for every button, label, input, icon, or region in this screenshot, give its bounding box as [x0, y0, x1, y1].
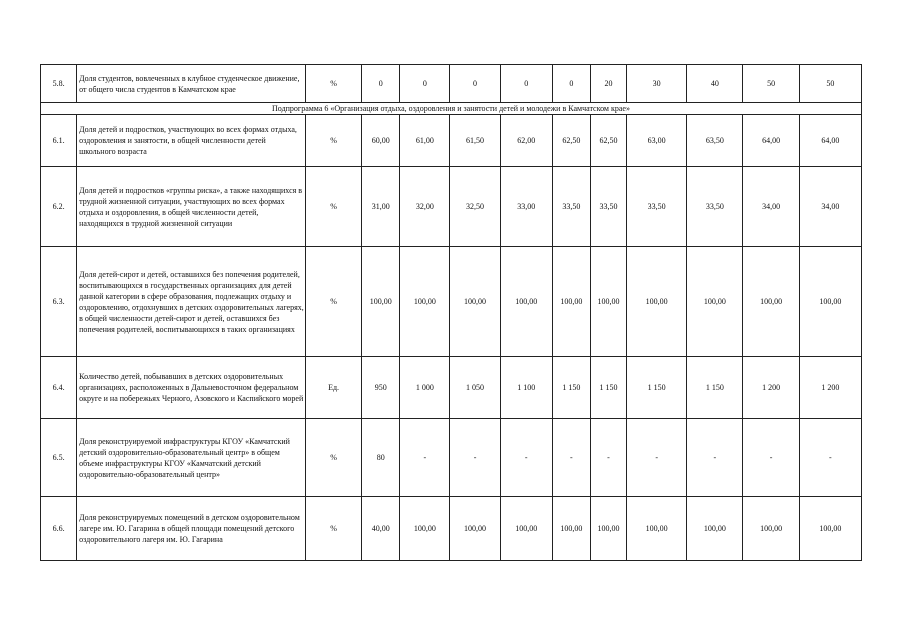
value-cell: 20	[590, 65, 626, 103]
value-cell: 32,50	[450, 167, 500, 247]
value-cell: -	[400, 419, 450, 497]
value-cell: 100,00	[687, 497, 743, 561]
indicator-name: Доля детей и подростков, участвующих во всех формах отдыха, оздоровления и занятости, в общей численности детей школьного возраста	[77, 115, 306, 167]
indicator-name: Доля реконструируемой инфраструктуры КГОУ «Камчатский детский оздоровительно-образовательный центр» в общем объеме инфраструктуры КГОУ «Камчатский детский оздоровительно-образовательный центр»	[77, 419, 306, 497]
row-number: 6.2.	[41, 167, 77, 247]
value-cell: 30	[627, 65, 687, 103]
indicator-name: Доля детей-сирот и детей, оставшихся без попечения родителей, воспитывающихся в государственных организациях для детей данной категории в сфере образования, подлежащих отдыху и оздоровлению, отдохнувших в детских оздоровительных лагерях, в общей численности детей-сирот и детей, оставшихся без попечения родителей, воспитывающихся в таких организациях	[77, 247, 306, 357]
row-number: 6.6.	[41, 497, 77, 561]
value-cell: 50	[799, 65, 861, 103]
unit-cell: Ед.	[305, 357, 361, 419]
value-cell: 100,00	[500, 497, 552, 561]
table-row	[41, 419, 862, 497]
table-row	[41, 115, 862, 167]
table-row	[41, 247, 862, 357]
value-cell: 100,00	[743, 497, 799, 561]
value-cell: 100,00	[500, 247, 552, 357]
value-cell: -	[500, 419, 552, 497]
value-cell: 950	[362, 357, 400, 419]
value-cell: 100,00	[627, 497, 687, 561]
value-cell: 32,00	[400, 167, 450, 247]
value-cell: 0	[450, 65, 500, 103]
subprogram-header-row	[41, 103, 862, 115]
table-row	[41, 65, 862, 103]
value-cell: 100,00	[552, 497, 590, 561]
value-cell: 62,50	[552, 115, 590, 167]
row-number: 6.1.	[41, 115, 77, 167]
value-cell: 0	[552, 65, 590, 103]
row-number: 6.5.	[41, 419, 77, 497]
value-cell: 100,00	[743, 247, 799, 357]
value-cell: 64,00	[743, 115, 799, 167]
value-cell: 40,00	[362, 497, 400, 561]
indicator-name: Количество детей, побывавших в детских оздоровительных организациях, расположенных в Дальневосточном федеральном округе и на побережьях Черного, Азовского и Каспийского морей	[77, 357, 306, 419]
value-cell: 100,00	[799, 497, 861, 561]
value-cell: 61,00	[400, 115, 450, 167]
value-cell: 0	[400, 65, 450, 103]
indicator-name: Доля реконструируемых помещений в детском оздоровительном лагере им. Ю. Гагарина в общей площади помещений детского оздоровительного лагеря им. Ю. Гагарина	[77, 497, 306, 561]
row-number: 5.8.	[41, 65, 77, 103]
value-cell: 61,50	[450, 115, 500, 167]
subprogram-title: Подпрограмма 6 «Организация отдыха, оздоровления и занятости детей и молодежи в Камчатском крае»	[41, 103, 862, 115]
value-cell: 100,00	[400, 247, 450, 357]
value-cell: 62,50	[590, 115, 626, 167]
value-cell: 100,00	[450, 497, 500, 561]
row-number: 6.4.	[41, 357, 77, 419]
value-cell: 1 100	[500, 357, 552, 419]
value-cell: 31,00	[362, 167, 400, 247]
value-cell: 1 000	[400, 357, 450, 419]
indicators-table	[40, 64, 862, 561]
value-cell: 100,00	[590, 497, 626, 561]
unit-cell: %	[305, 419, 361, 497]
value-cell: -	[450, 419, 500, 497]
value-cell: 50	[743, 65, 799, 103]
value-cell: 62,00	[500, 115, 552, 167]
unit-cell: %	[305, 247, 361, 357]
table-row	[41, 357, 862, 419]
value-cell: 1 200	[799, 357, 861, 419]
value-cell: 80	[362, 419, 400, 497]
value-cell: -	[590, 419, 626, 497]
value-cell: 1 050	[450, 357, 500, 419]
indicator-name: Доля студентов, вовлеченных в клубное студенческое движение, от общего числа студентов в Камчатском крае	[77, 65, 306, 103]
value-cell: -	[799, 419, 861, 497]
unit-cell: %	[305, 65, 361, 103]
value-cell: 60,00	[362, 115, 400, 167]
table-body	[41, 65, 862, 561]
value-cell: 33,50	[687, 167, 743, 247]
unit-cell: %	[305, 167, 361, 247]
value-cell: 1 150	[552, 357, 590, 419]
value-cell: 33,00	[500, 167, 552, 247]
value-cell: 64,00	[799, 115, 861, 167]
value-cell: 40	[687, 65, 743, 103]
value-cell: 33,50	[627, 167, 687, 247]
row-number: 6.3.	[41, 247, 77, 357]
value-cell: 0	[362, 65, 400, 103]
value-cell: 1 150	[687, 357, 743, 419]
value-cell: 100,00	[590, 247, 626, 357]
value-cell: 1 150	[590, 357, 626, 419]
value-cell: 34,00	[743, 167, 799, 247]
value-cell: 1 200	[743, 357, 799, 419]
value-cell: 34,00	[799, 167, 861, 247]
value-cell: -	[743, 419, 799, 497]
value-cell: 100,00	[799, 247, 861, 357]
unit-cell: %	[305, 115, 361, 167]
value-cell: 100,00	[687, 247, 743, 357]
value-cell: 1 150	[627, 357, 687, 419]
value-cell: 63,50	[687, 115, 743, 167]
value-cell: -	[552, 419, 590, 497]
value-cell: 63,00	[627, 115, 687, 167]
value-cell: 100,00	[450, 247, 500, 357]
value-cell: -	[687, 419, 743, 497]
unit-cell: %	[305, 497, 361, 561]
indicator-name: Доля детей и подростков «группы риска», а также находящихся в трудной жизненной ситуации, участвующих во всех формах отдыха и оздоровления, в общей численности детей, находящихся в трудной жизненной ситуации	[77, 167, 306, 247]
value-cell: 100,00	[362, 247, 400, 357]
table-row	[41, 167, 862, 247]
value-cell: -	[627, 419, 687, 497]
value-cell: 100,00	[627, 247, 687, 357]
value-cell: 100,00	[400, 497, 450, 561]
value-cell: 33,50	[552, 167, 590, 247]
value-cell: 0	[500, 65, 552, 103]
value-cell: 100,00	[552, 247, 590, 357]
table-row	[41, 497, 862, 561]
value-cell: 33,50	[590, 167, 626, 247]
